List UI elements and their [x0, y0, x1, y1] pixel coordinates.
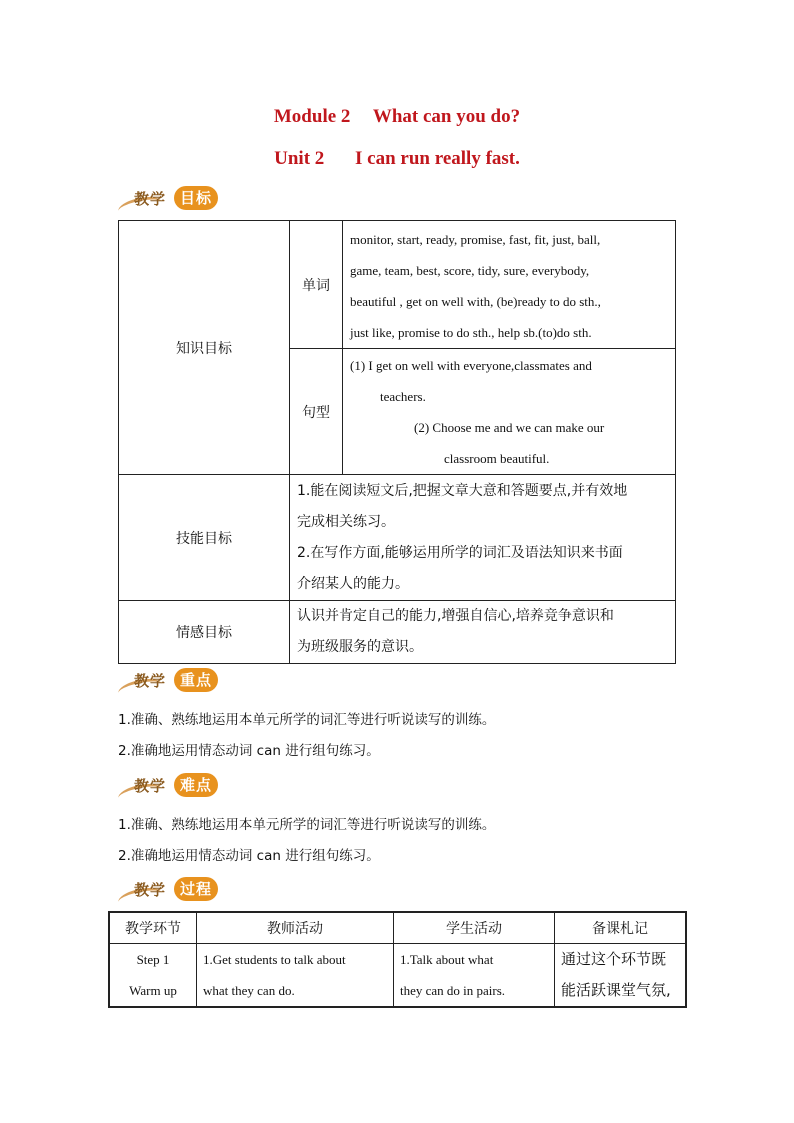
section-badge-difficulties — [118, 773, 228, 801]
section-badge-process — [118, 877, 228, 905]
emotion-goal-label: 情感目标 — [119, 601, 290, 664]
unit-title — [0, 148, 794, 170]
module-label: Module — [273, 106, 337, 127]
header-student: 学生活动 — [394, 912, 555, 943]
module-number: 2 — [340, 106, 351, 127]
emotion-content: 认识并肯定自己的能力,增强自信心,培养竞争意识和 为班级服务的意识。 — [290, 601, 676, 664]
section-badge-objectives — [118, 186, 228, 214]
badge-tag: 目标 — [174, 186, 218, 210]
module-name: What can you do? — [372, 106, 521, 127]
words-label: 单词 — [290, 221, 343, 349]
header-notes: 备课札记 — [555, 912, 687, 943]
notes-cell: 通过这个环节既 能活跃课堂气氛, — [555, 943, 687, 1007]
process-table — [108, 911, 687, 1008]
header-step: 教学环节 — [109, 912, 197, 943]
words-content: monitor, start, ready, promise, fast, fit, just, ball, game, team, best, score, tidy, sure, everybody, beautiful , get on well with, (be)ready to do sth., just like, promise to do sth., help sb.(to)do sth. — [343, 221, 676, 349]
difficulty-1: 1.准确、熟练地运用本单元所学的词汇等进行听说读写的训练。 — [118, 817, 496, 833]
difficulty-2: 2.准确地运用情态动词 can 进行组句练习。 — [118, 848, 380, 864]
teacher-activity-cell: 1.Get students to talk about what they can do. — [197, 943, 394, 1007]
badge-tag: 重点 — [174, 668, 218, 692]
goals-table — [118, 220, 676, 664]
badge-prefix: 教学 — [134, 881, 167, 899]
badge-prefix: 教学 — [134, 777, 167, 795]
unit-name: I can run really fast. — [355, 148, 520, 169]
key-point-1: 1.准确、熟练地运用本单元所学的词汇等进行听说读写的训练。 — [118, 712, 496, 728]
skills-content: 1.能在阅读短文后,把握文章大意和答题要点,并有效地 完成相关练习。 2.在写作方面,能够运用所学的词汇及语法知识来书面 介绍某人的能力。 — [290, 475, 676, 601]
module-title — [0, 106, 794, 128]
step-cell: Step 1 Warm up — [109, 943, 197, 1007]
sentences-content: (1) I get on well with everyone,classmates and teachers. (2) Choose me and we can make our classroom beautiful. — [343, 349, 676, 475]
header-teacher: 教师活动 — [197, 912, 394, 943]
skills-goal-label: 技能目标 — [119, 475, 290, 601]
student-activity-cell: 1.Talk about what they can do in pairs. — [394, 943, 555, 1007]
unit-number: 2 — [314, 148, 325, 169]
badge-tag: 难点 — [174, 773, 218, 797]
sentences-label: 句型 — [290, 349, 343, 475]
badge-tag: 过程 — [174, 877, 218, 901]
badge-prefix: 教学 — [134, 672, 167, 690]
unit-label: Unit — [274, 148, 311, 169]
section-badge-key-points — [118, 668, 228, 696]
key-point-2: 2.准确地运用情态动词 can 进行组句练习。 — [118, 743, 380, 759]
knowledge-goal-label: 知识目标 — [119, 221, 290, 475]
badge-prefix: 教学 — [134, 190, 167, 208]
